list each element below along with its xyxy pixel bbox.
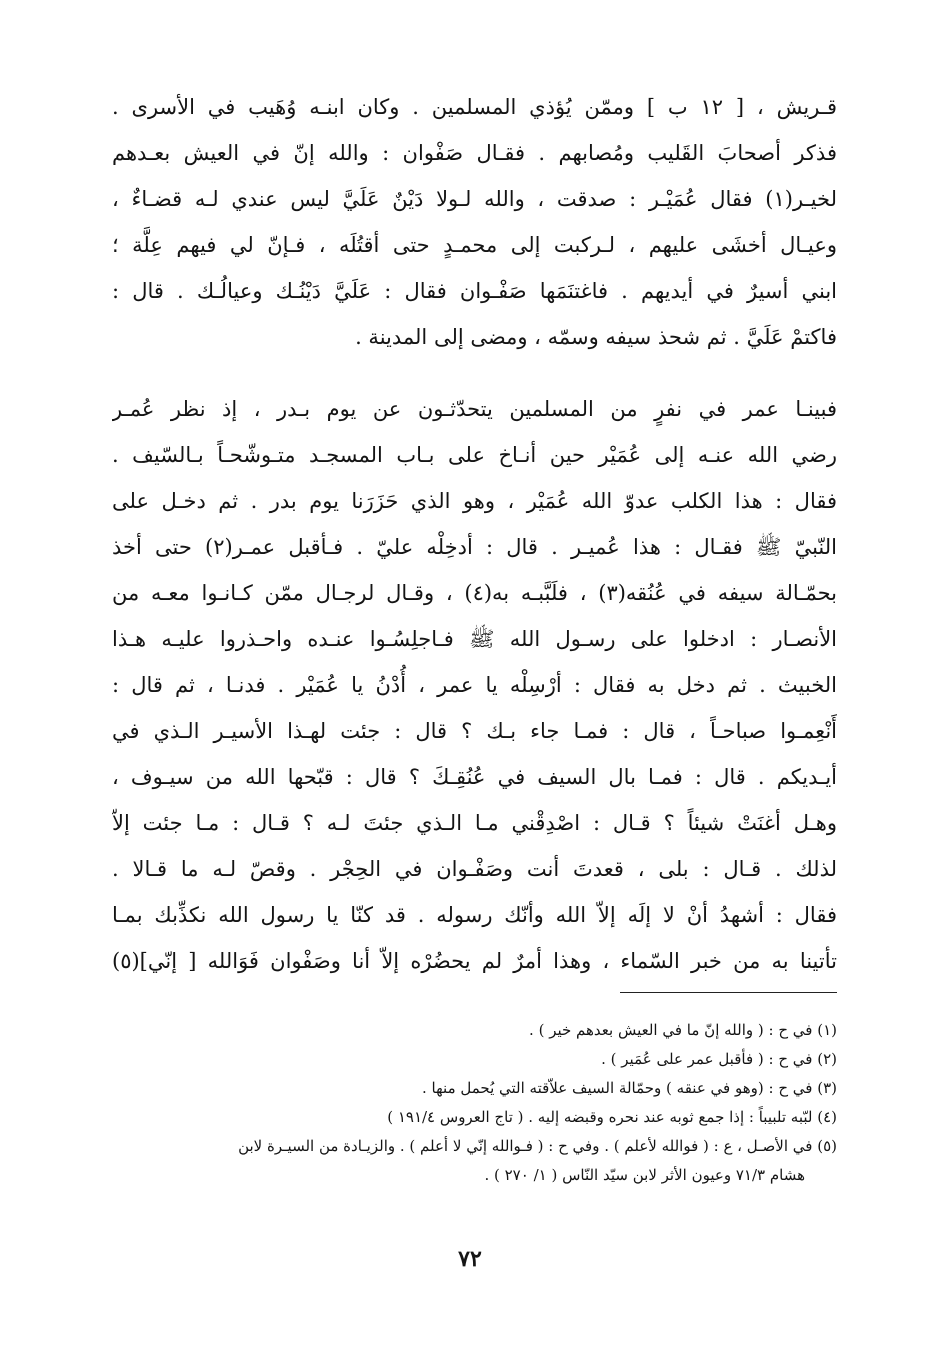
text-line: أيـديكم . قال : فمـا بال السيف في عُنُقِـكَ ؟ قال : قبّحها الله من سيـوف ، [112, 765, 837, 789]
paragraph-1 [112, 84, 837, 360]
text-line: بحمّـالة سيفه في عُنُقه(٣) ، فلَبَّبـه به(٤) ، وقـال لرجـال ممّن كـانـوا معـه من [112, 581, 837, 605]
main-text [112, 84, 837, 984]
text-line: فاكتمْ عَلَيَّ . ثم شحذ سيفه وسمّه ، ومضى إلى المدينة . [355, 325, 837, 349]
text-line: النّبيّ ﷺ فقـال : هذا عُميـر . قال : أدخِلْه عليّ . فـأقبل عمـر(٢) حتى أخذ [112, 535, 837, 559]
footnote-3: (٣) في ح : (وهو في عنقه ) وحمّالة السيف علاّقته التي يُحمل منها . [422, 1079, 837, 1097]
text-line: الخبيث . ثم دخل به فقال : أرْسِلْه يا عمر ، أُدْنُ يا عُمَيْر . فدنـا ، ثم قال : [112, 673, 837, 697]
page-number: ٧٢ [458, 1246, 482, 1272]
footnote-5-continuation: هشام ٧١/٣ وعيون الأثر لابن سيّد النّاس ( ١/ ٢٧٠ ) . [484, 1166, 805, 1184]
text-line: تأتينا به من خبر السّماء ، وهذا أمرٌ لم يحضُرْه إلاّ أنا وصَفْوان فَوَالله [ إنّي](٥) [112, 949, 837, 973]
footnote-5: (٥) في الأصـل ، ع : ( فوالله لأعلم ) . وفي ح : ( فـوالله إنّي لا أعلم ) . والزيـادة من السيـرة لابن [238, 1137, 837, 1155]
footnote-1: (١) في ح : ( والله إنّ ما في العيش بعدهم خير ) . [529, 1021, 837, 1039]
text-line: وعيـال أخشَى عليهم ، لـركبت إلى محمـدٍ حتى أقتُلَه ، فـإنّ لي فيهم عِلَّة ؛ [112, 233, 837, 257]
text-line: الأنصـار : ادخلوا على رسـول الله ﷺ فـاجلِسُـوا عنـده واحـذروا عليـه هـذا [112, 627, 837, 651]
footnote-4: (٤) لبّبه تلبيباً : إذا جمع ثوبه عند نحره وقبضه إليه . ( تاج العروس ١٩١/٤ ) [387, 1108, 837, 1126]
text-line: قـريش ، [ ١٢ ب ] وممّن يُؤذي المسلمين . وكان ابنـه وُهَيب في الأسرى . [112, 95, 837, 119]
footnote-2: (٢) في ح : ( فأقبل عمر على عُمَير ) . [601, 1050, 837, 1068]
text-line: فقال : هذا الكلب عدوّ الله عُمَيْر ، وهو الذي حَزَرَنا يوم بدر . ثم دخـل على [112, 489, 837, 513]
footnotes [120, 1016, 837, 1190]
text-line: أَنْعِمـوا صباحـاً ، قال : فمـا جاء بـك ؟ قال : جئت لهـذا الأسيـر الـذي في [112, 719, 837, 743]
text-line: رضي الله عنـه إلى عُمَيْر حين أنـاخ على بـاب المسجـد متـوشّحـاً بـالسّيف . [112, 443, 837, 467]
text-line: لخيـر(١) فقال عُمَيْـر : صدقت ، والله لـولا دَيْنٌ عَلَيَّ ليس عندي لـه قضـاءٌ ، [112, 187, 837, 211]
text-line: فقال : أشهدُ أنْ لا إلَه إلاّ الله وأنّك رسوله . قد كنّا يا رسول الله نكذِّبك بمـا [112, 903, 837, 927]
footnote-separator [620, 992, 837, 993]
text-line: لذلك . قـال : بلى ، قعدتَ أنت وصَفْـوان في الحِجْر . وقصّ لـه ما قـالا . [112, 857, 837, 881]
text-line: فذكر أصحابَ القَليب ومُصابهم . فقـال صَفْوان : والله إنّ في العيش بعـدهم [112, 141, 837, 165]
paragraph-spacer [112, 360, 837, 386]
text-line: وهـل أغنَتْ شيئاً ؟ قـال : اصْدِقْني مـا الـذي جئتَ لـه ؟ قـال : مـا جئت إلاّ [112, 811, 837, 835]
text-line: ابني أسيرٌ في أيديهم . فاغتنَمَها صَفْـوان فقال : عَلَيَّ دَيْنُـك وعيالُـك . قال : [112, 279, 837, 303]
paragraph-2 [112, 386, 837, 984]
text-line: فبينـا عمر في نفرٍ من المسلمين يتحدّثـون عن يوم بـدر ، إذ نظر عُمـر [112, 397, 837, 421]
